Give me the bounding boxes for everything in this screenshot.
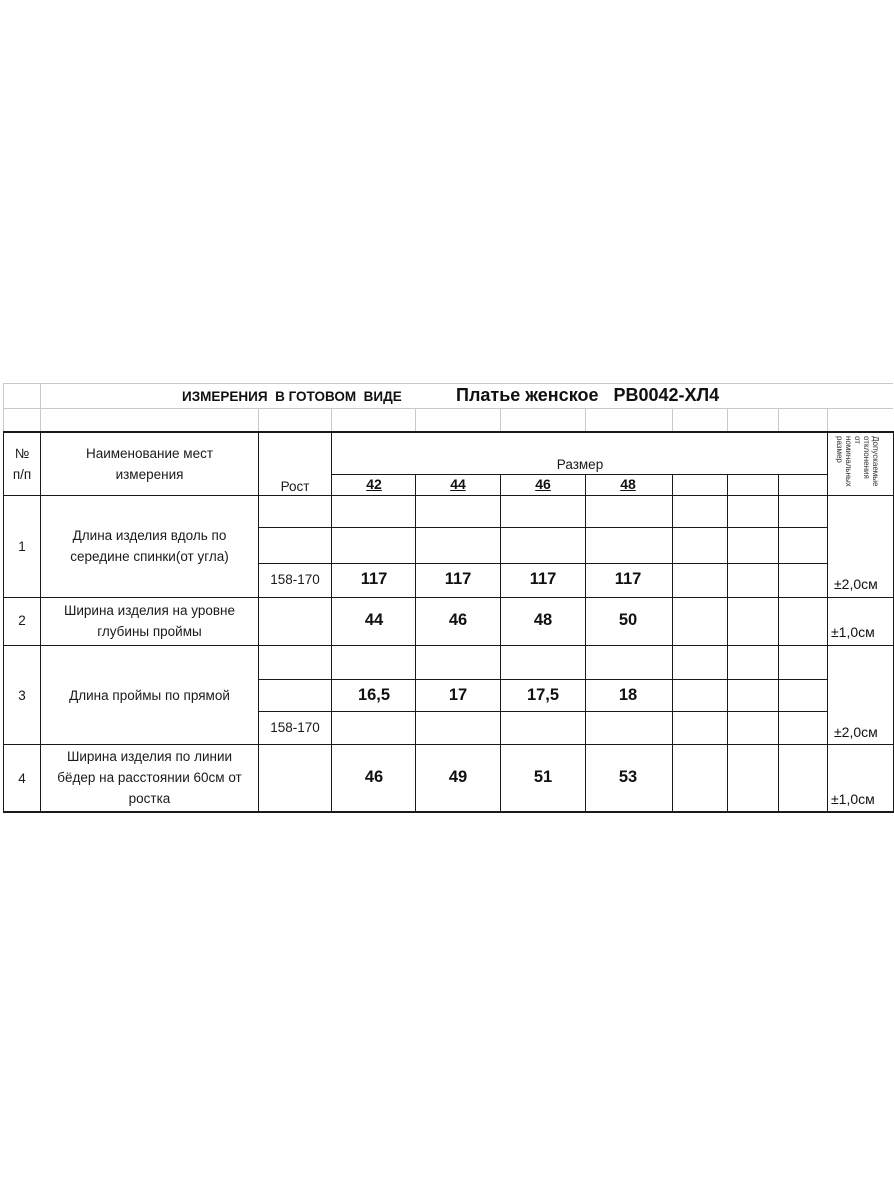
col-border — [827, 431, 828, 812]
name-column-header: Наименование мест измерения — [85, 446, 214, 482]
row-value: 117 — [360, 570, 388, 588]
gridline — [3, 383, 893, 384]
height-column-header: Рост — [280, 479, 310, 494]
row-value: 50 — [618, 611, 638, 629]
row-tolerance: ±1,0см — [831, 624, 875, 640]
col-border — [500, 475, 501, 812]
row-tolerance: ±2,0см — [834, 724, 878, 740]
row-height: 158-170 — [270, 572, 320, 587]
row-value: 46 — [448, 611, 468, 629]
row-value: 46 — [364, 768, 384, 786]
row-value: 117 — [614, 570, 642, 588]
col-border — [585, 475, 586, 812]
col-border — [727, 475, 728, 812]
row-divider — [258, 563, 828, 564]
row-name: Ширина изделия на уровне глубины проймы — [64, 603, 235, 639]
gridline — [331, 408, 332, 431]
row-value: 18 — [618, 686, 638, 704]
gridline — [3, 383, 4, 431]
gridline — [415, 408, 416, 431]
gridline — [585, 408, 586, 431]
row-divider — [3, 597, 894, 598]
row-divider — [3, 645, 894, 646]
gridline — [258, 408, 259, 431]
product-title: Платье женское РВ0042-ХЛ4 — [456, 385, 720, 405]
tolerance-column-header: Допускаемые отклонения от номинальных размер — [835, 436, 880, 487]
size-header-46: 46 — [535, 476, 551, 492]
col-border — [672, 475, 673, 812]
row-divider — [258, 679, 828, 680]
row-number: 3 — [18, 688, 26, 703]
row-value: 44 — [364, 611, 384, 629]
row-number: 1 — [18, 539, 26, 554]
row-tolerance: ±1,0см — [831, 791, 875, 807]
row-value: 48 — [533, 611, 553, 629]
row-value: 117 — [444, 570, 472, 588]
row-name: Длина проймы по прямой — [69, 688, 230, 703]
gridline — [3, 408, 893, 409]
size-header-44: 44 — [450, 476, 466, 492]
row-name: Длина изделия вдоль по середине спинки(от угла) — [70, 528, 229, 564]
row-divider — [3, 744, 894, 745]
table-border-bottom — [3, 811, 894, 813]
row-height: 158-170 — [270, 720, 320, 735]
row-value: 17 — [448, 686, 468, 704]
size-header-48: 48 — [620, 476, 636, 492]
row-tolerance: ±2,0см — [834, 576, 878, 592]
row-name: Ширина изделия по линии бёдер на расстоянии 60см от ростка — [57, 749, 242, 806]
gridline — [727, 408, 728, 431]
row-value: 117 — [529, 570, 557, 588]
row-value: 51 — [533, 768, 553, 786]
gridline — [778, 408, 779, 431]
row-value: 49 — [448, 768, 468, 786]
row-value: 53 — [618, 768, 638, 786]
size-group-header: Размер — [556, 457, 604, 472]
row-number: 2 — [18, 613, 26, 628]
row-divider — [258, 711, 828, 712]
row-value: 16,5 — [357, 686, 391, 704]
row-value: 17,5 — [526, 686, 560, 704]
col-border — [415, 475, 416, 812]
size-header-42: 42 — [366, 476, 382, 492]
gridline — [827, 408, 828, 431]
num-column-header: № п/п — [12, 446, 32, 482]
row-number: 4 — [18, 771, 26, 786]
table-border-top — [3, 431, 894, 433]
gridline — [40, 383, 41, 431]
col-border — [778, 475, 779, 812]
measurements-label: ИЗМЕРЕНИЯ В ГОТОВОМ ВИДЕ — [182, 389, 402, 404]
gridline — [500, 408, 501, 431]
gridline — [672, 408, 673, 431]
header-bottom-border — [3, 495, 894, 496]
row-divider — [258, 527, 828, 528]
